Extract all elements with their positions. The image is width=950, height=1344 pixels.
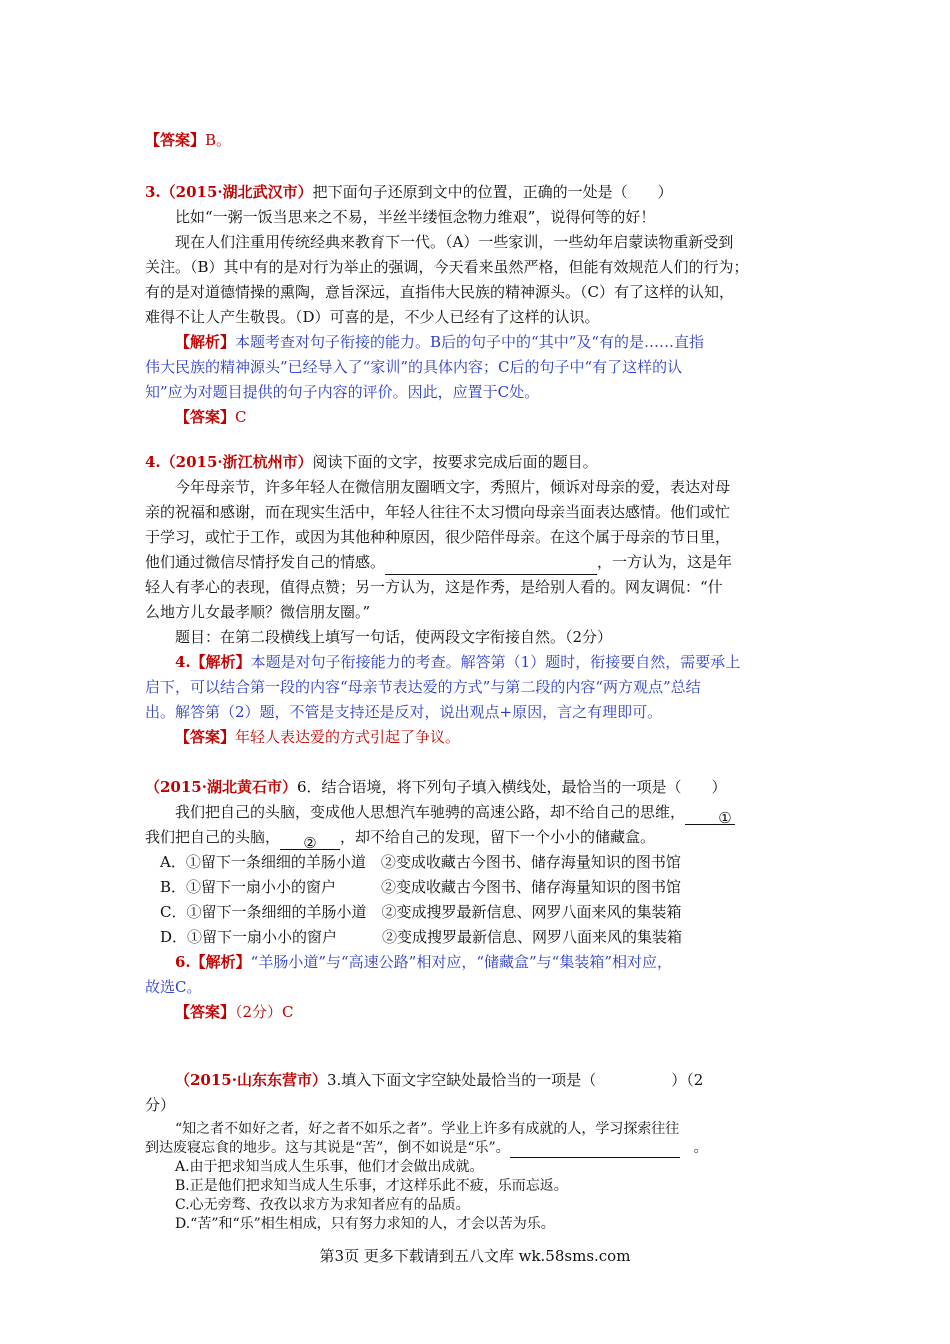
question-source: （2015·湖北武汉市）: [160, 183, 313, 201]
answer-label: 【答案】: [175, 1003, 236, 1021]
passage-line: ，一方认为，这是年: [597, 553, 733, 571]
blank-2: ②: [280, 831, 340, 850]
analysis-text: “羊肠小道”与“高速公路”相对应，“储藏盒”与“集装箱”相对应，: [250, 953, 673, 971]
question-number: 4.: [145, 453, 161, 471]
answer-label: 【答案】: [145, 131, 206, 149]
analysis-text: 出。解答第（2）题，不管是支持还是反对，说出观点+原因，言之有理即可。: [145, 703, 663, 721]
analysis-text: 本题考查对句子衔接的能力。B后的句子中的“其中”及“有的是……直指: [235, 333, 705, 351]
passage-line: 于学习，或忙于工作，或因为其他种种原因，很少陪伴母亲。在这个属于母亲的节日里，: [145, 528, 731, 546]
option-b: B.正是他们把求知当成人生乐事，才这样乐此不疲，乐而忘返。: [175, 1178, 568, 1194]
question-source: （2015·山东东营市）: [175, 1071, 327, 1089]
option-d: D．①留下一扇小小的窗户 ②变成搜罗最新信息、网罗八面来风的集装箱: [160, 928, 683, 946]
fill-blank: [510, 1142, 680, 1158]
passage-line: “知之者不如好之者，好之者不如乐之者”。学业上许多有成就的人，学习探索往往: [175, 1121, 680, 1137]
question-3-dongying-body: [145, 1120, 805, 1234]
blank-1: ①: [685, 806, 735, 825]
analysis-text: 本题是对句子衔接能力的考查。解答第（1）题时，衔接要自然，需要承上: [250, 653, 741, 671]
answer-text: B。: [205, 131, 232, 149]
option-d: D.“苦”和“乐”相生相成，只有努力求知的人，才会以苦为乐。: [175, 1216, 555, 1232]
question-stem: 分）: [145, 1096, 176, 1114]
question-source: （2015·湖北黄石市）: [145, 778, 297, 796]
passage-line: 有的是对道德情操的熏陶，意旨深远，直指伟大民族的精神源头。（C）有了这样的认知，: [145, 283, 734, 301]
analysis-label: 【解析】: [175, 333, 236, 351]
question-4-hangzhou: [145, 450, 805, 750]
passage-line: 。: [693, 1140, 708, 1156]
analysis-label: 6.【解析】: [175, 953, 251, 971]
sentence-text: 我们把自己的头脑，: [145, 828, 281, 846]
question-3-dongying: [145, 1068, 805, 1118]
analysis-text: 启下，可以结合第一段的内容“母亲节表达爱的方式”与第二段的内容“两方观点”总结: [145, 678, 701, 696]
passage-line: 他们通过微信尽情抒发自己的情感。: [145, 553, 386, 571]
page-footer: 第3页 更多下载请到五八文库 wk.58sms.com: [319, 1247, 631, 1265]
passage-line: 亲的祝福和感谢，而在现实生活中，年轻人往往不太习惯向母亲当面表达感情。他们或忙: [145, 503, 731, 521]
passage-line: 轻人有孝心的表现，值得点赞；另一方认为，这是作秀，是给别人看的。网友调侃：“什: [145, 578, 723, 596]
answer-text: C: [235, 408, 247, 426]
question-stem: 阅读下面的文字，按要求完成后面的题目。: [312, 453, 598, 471]
analysis-text: 知”应为对题目提供的句子内容的评价。因此，应置于C处。: [145, 383, 540, 401]
option-c: C．①留下一条细细的羊肠小道 ②变成搜罗最新信息、网罗八面来风的集装箱: [160, 903, 682, 921]
prev-answer: [145, 128, 805, 153]
option-a: A.由于把求知当成人生乐事，他们才会做出成就。: [175, 1159, 484, 1175]
question-stem: 3.填入下面文字空缺处最恰当的一项是（ ）（2: [326, 1071, 704, 1089]
question-task: 题目：在第二段横线上填写一句话，使两段文字衔接自然。（2分）: [175, 628, 613, 646]
option-c: C.心无旁骛、孜孜以求方为求知者应有的品质。: [175, 1197, 470, 1213]
option-a: A．①留下一条细细的羊肠小道 ②变成收藏古今图书、储存海量知识的图书馆: [160, 853, 681, 871]
answer-label: 【答案】: [175, 728, 236, 746]
question-source: （2015·浙江杭州市）: [160, 453, 313, 471]
analysis-text: 故选C。: [145, 978, 202, 996]
passage-line: 到达废寝忘食的地步。这与其说是“苦”，倒不如说是“乐”。: [145, 1140, 510, 1156]
question-6-huangshi: [145, 775, 805, 1025]
passage-line: 现在人们注重用传统经典来教育下一代。（A）一些家训，一些幼年启蒙读物重新受到: [175, 233, 734, 251]
question-number: 3.: [145, 183, 161, 201]
analysis-text: 伟大民族的精神源头”已经导入了“家训”的具体内容；C后的句子中“有了这样的认: [145, 358, 683, 376]
answer-label: 【答案】: [175, 408, 236, 426]
passage-line: 么地方儿女最孝顺？微信朋友圈。”: [145, 603, 371, 621]
fill-blank: [385, 556, 597, 575]
answer-text: （2分）C: [235, 1003, 294, 1021]
passage-line: 今年母亲节，许多年轻人在微信朋友圈晒文字，秀照片，倾诉对母亲的爱，表达对母: [175, 478, 731, 496]
answer-text: 年轻人表达爱的方式引起了争议。: [235, 728, 461, 746]
sentence-text: 我们把自己的头脑，变成他人思想汽车驰骋的高速公路，却不给自己的思维，: [175, 803, 686, 821]
sentence-text: ，却不给自己的发现，留下一个小小的储藏盒。: [340, 828, 656, 846]
analysis-label: 4.【解析】: [175, 653, 251, 671]
question-sentence: 比如“一粥一饭当思来之不易，半丝半缕恒念物力维艰”，说得何等的好！: [175, 208, 656, 226]
option-b: B．①留下一扇小小的窗户 ②变成收藏古今图书、储存海量知识的图书馆: [160, 878, 682, 896]
question-stem: 6．结合语境，将下列句子填入横线处，最恰当的一项是（ ）: [296, 778, 727, 796]
passage-line: 难得不让人产生敬畏。（D）可喜的是，不少人已经有了这样的认识。: [145, 308, 600, 326]
question-stem: 把下面句子还原到文中的位置，正确的一处是（ ）: [312, 183, 673, 201]
passage-line: 关注。（B）其中有的是对行为举止的强调，今天看来虽然严格，但能有效规范人们的行为；: [145, 258, 749, 276]
question-3-wuhan: [145, 180, 805, 430]
